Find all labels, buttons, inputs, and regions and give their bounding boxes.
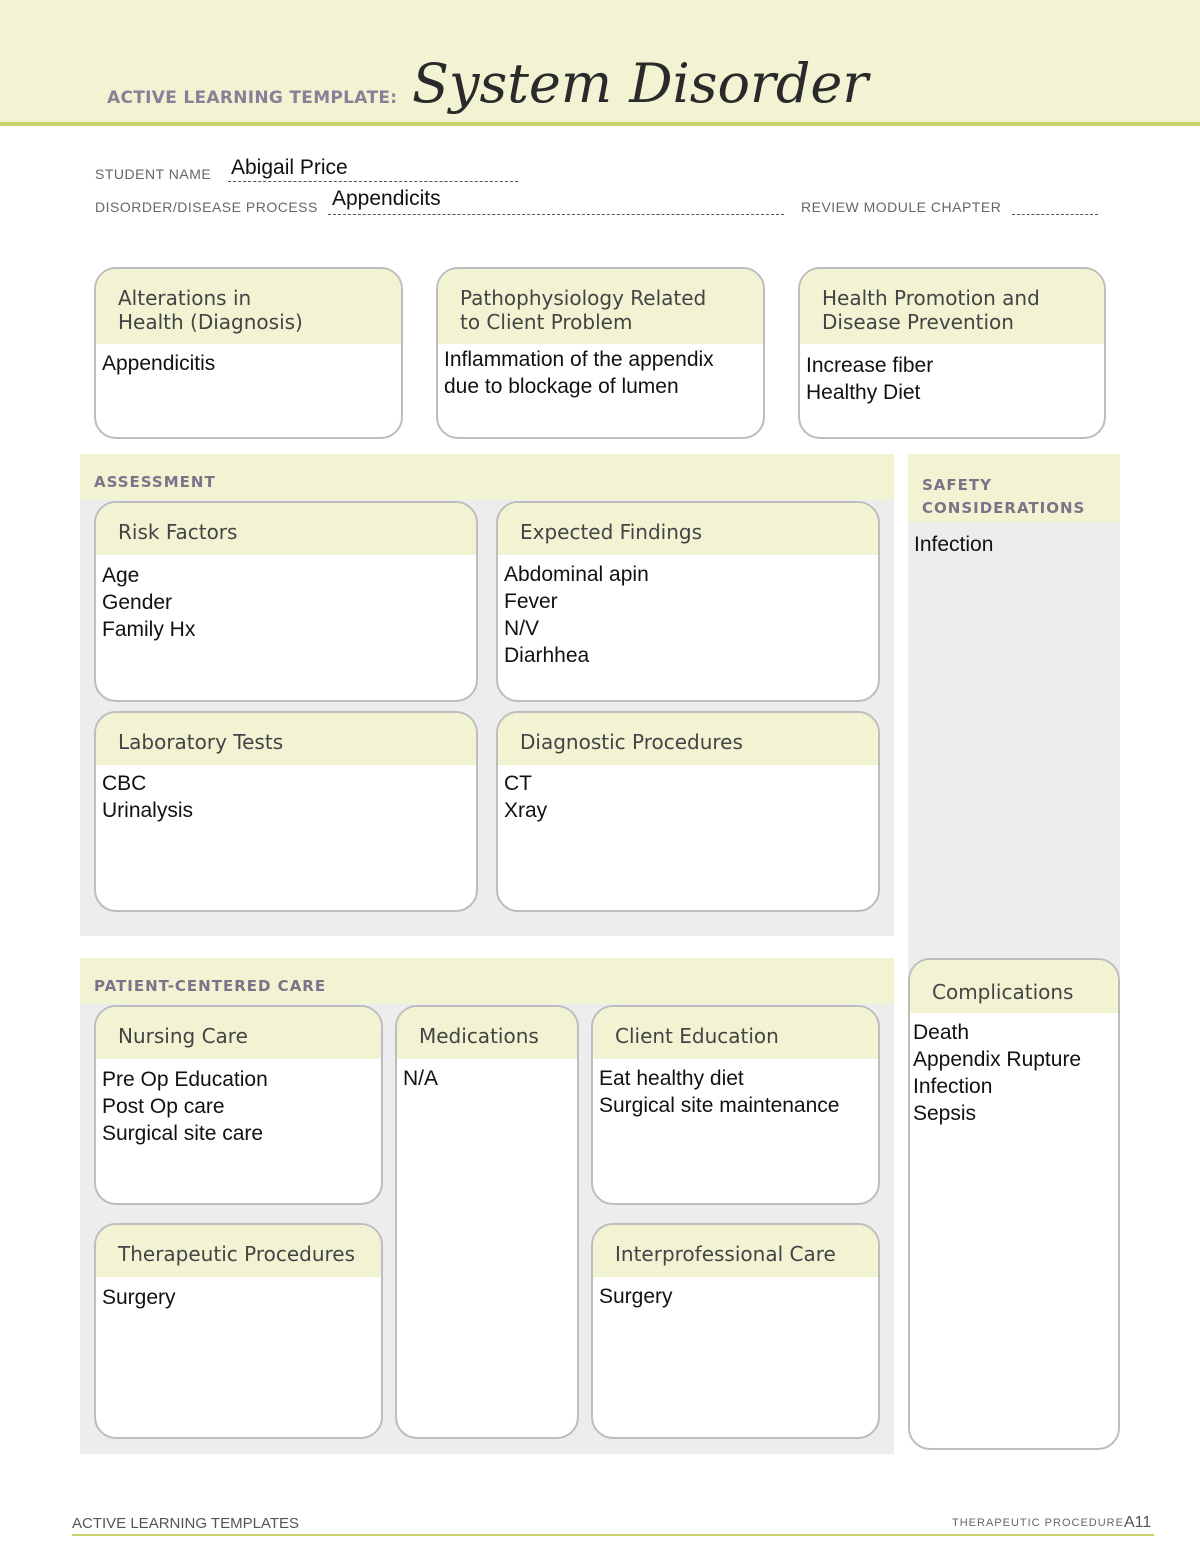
health-promotion-title-line2: Disease Prevention xyxy=(822,310,1014,334)
safety-title xyxy=(922,474,1085,520)
diagnostic-procedures-line: CT xyxy=(504,772,532,795)
health-promotion-header xyxy=(800,269,1104,344)
nursing-care-body[interactable] xyxy=(96,1059,381,1147)
alterations-body[interactable] xyxy=(96,344,401,377)
footer-right-label: THERAPEUTIC PROCEDURE xyxy=(952,1517,1124,1529)
expected-findings-header xyxy=(498,503,878,555)
diagnostic-procedures-body[interactable] xyxy=(498,765,878,824)
laboratory-tests-title: Laboratory Tests xyxy=(118,730,284,754)
risk-factors-line: Age xyxy=(102,564,140,587)
diagnostic-procedures-title: Diagnostic Procedures xyxy=(520,730,743,754)
health-promotion-line: Increase fiber xyxy=(806,354,934,377)
complications-header xyxy=(910,960,1118,1013)
safety-title-line1: SAFETY xyxy=(922,476,992,494)
nursing-care-line: Surgical site care xyxy=(102,1122,264,1145)
risk-factors-line: Gender xyxy=(102,591,173,614)
medications-body[interactable] xyxy=(397,1059,577,1092)
risk-factors-card xyxy=(94,501,478,702)
expected-findings-body[interactable] xyxy=(498,555,878,669)
medications-header xyxy=(397,1007,577,1059)
therapeutic-procedures-title: Therapeutic Procedures xyxy=(118,1242,356,1266)
header-rule xyxy=(0,122,1200,126)
laboratory-tests-line: CBC xyxy=(102,772,147,795)
expected-findings-line: Abdominal apin xyxy=(504,563,649,586)
diagnostic-procedures-line: Xray xyxy=(504,799,548,822)
pathophysiology-line: Inflammation of the appendix xyxy=(444,348,714,371)
review-module-label: REVIEW MODULE CHAPTER xyxy=(801,199,1002,215)
diagnostic-procedures-card xyxy=(496,711,880,912)
health-promotion-title-line1: Health Promotion and xyxy=(822,286,1040,310)
footer-rule xyxy=(72,1534,1154,1536)
therapeutic-procedures-card xyxy=(94,1223,383,1439)
complications-body[interactable] xyxy=(910,1013,1118,1127)
health-promotion-body[interactable] xyxy=(800,344,1104,406)
medications-line: N/A xyxy=(403,1067,439,1090)
expected-findings-line: Fever xyxy=(504,590,558,613)
alterations-title-line1: Alterations in xyxy=(118,286,252,310)
client-education-title: Client Education xyxy=(615,1024,779,1048)
interprofessional-care-body[interactable] xyxy=(593,1277,878,1310)
laboratory-tests-card xyxy=(94,711,478,912)
patient-care-title: PATIENT-CENTERED CARE xyxy=(94,977,327,995)
nursing-care-title: Nursing Care xyxy=(118,1024,248,1048)
footer-page-number: A11 xyxy=(1124,1514,1152,1531)
student-name-field[interactable]: Abigail Price xyxy=(231,156,348,179)
expected-findings-title: Expected Findings xyxy=(520,520,702,544)
safety-title-line2: CONSIDERATIONS xyxy=(922,499,1086,517)
alterations-line: Appendicitis xyxy=(102,352,216,375)
template-title: System Disorder xyxy=(412,52,869,115)
alterations-title-line2: Health (Diagnosis) xyxy=(118,310,303,334)
pathophysiology-header xyxy=(438,269,763,344)
pathophysiology-card xyxy=(436,267,765,439)
interprofessional-care-card xyxy=(591,1223,880,1439)
pathophysiology-line: due to blockage of lumen xyxy=(444,375,679,398)
client-education-header xyxy=(593,1007,878,1059)
interprofessional-care-title: Interprofessional Care xyxy=(615,1242,836,1266)
health-promotion-line: Healthy Diet xyxy=(806,381,921,404)
client-education-card xyxy=(591,1005,880,1205)
student-name-label: STUDENT NAME xyxy=(95,166,212,182)
client-education-line: Eat healthy diet xyxy=(599,1067,744,1090)
complications-line: Sepsis xyxy=(913,1102,977,1125)
expected-findings-card xyxy=(496,501,880,702)
footer-left-label: ACTIVE LEARNING TEMPLATES xyxy=(72,1515,299,1532)
pathophysiology-body[interactable] xyxy=(438,344,763,400)
review-module-line xyxy=(1012,193,1098,215)
complications-title: Complications xyxy=(932,980,1074,1004)
expected-findings-line: N/V xyxy=(504,617,540,640)
template-label: ACTIVE LEARNING TEMPLATE: xyxy=(107,88,398,108)
complications-line: Infection xyxy=(913,1075,993,1098)
client-education-line: Surgical site maintenance xyxy=(599,1094,840,1117)
interprofessional-care-header xyxy=(593,1225,878,1277)
safety-body[interactable] xyxy=(914,531,993,558)
disorder-label: DISORDER/DISEASE PROCESS xyxy=(95,199,318,215)
therapeutic-procedures-line: Surgery xyxy=(102,1286,176,1309)
risk-factors-header xyxy=(96,503,476,555)
laboratory-tests-body[interactable] xyxy=(96,765,476,824)
complications-card xyxy=(908,958,1120,1450)
nursing-care-header xyxy=(96,1007,381,1059)
laboratory-tests-line: Urinalysis xyxy=(102,799,194,822)
pathophysiology-title-line2: to Client Problem xyxy=(460,310,633,334)
nursing-care-card xyxy=(94,1005,383,1205)
expected-findings-line: Diarhhea xyxy=(504,644,590,667)
client-education-body[interactable] xyxy=(593,1059,878,1119)
nursing-care-line: Post Op care xyxy=(102,1095,225,1118)
alterations-header xyxy=(96,269,401,344)
complications-line: Death xyxy=(913,1021,970,1044)
health-promotion-card xyxy=(798,267,1106,439)
therapeutic-procedures-body[interactable] xyxy=(96,1277,381,1311)
risk-factors-body[interactable] xyxy=(96,555,476,643)
medications-card xyxy=(395,1005,579,1439)
diagnostic-procedures-header xyxy=(498,713,878,765)
pathophysiology-title-line1: Pathophysiology Related xyxy=(460,286,707,310)
safety-line: Infection xyxy=(914,533,994,556)
interprofessional-care-line: Surgery xyxy=(599,1285,673,1308)
disorder-field[interactable]: Appendicits xyxy=(332,187,441,210)
alterations-card xyxy=(94,267,403,439)
complications-line: Appendix Rupture xyxy=(913,1048,1082,1071)
risk-factors-title: Risk Factors xyxy=(118,520,238,544)
laboratory-tests-header xyxy=(96,713,476,765)
risk-factors-line: Family Hx xyxy=(102,618,196,641)
medications-title: Medications xyxy=(419,1024,539,1048)
assessment-title: ASSESSMENT xyxy=(94,473,216,491)
therapeutic-procedures-header xyxy=(96,1225,381,1277)
nursing-care-line: Pre Op Education xyxy=(102,1068,268,1091)
